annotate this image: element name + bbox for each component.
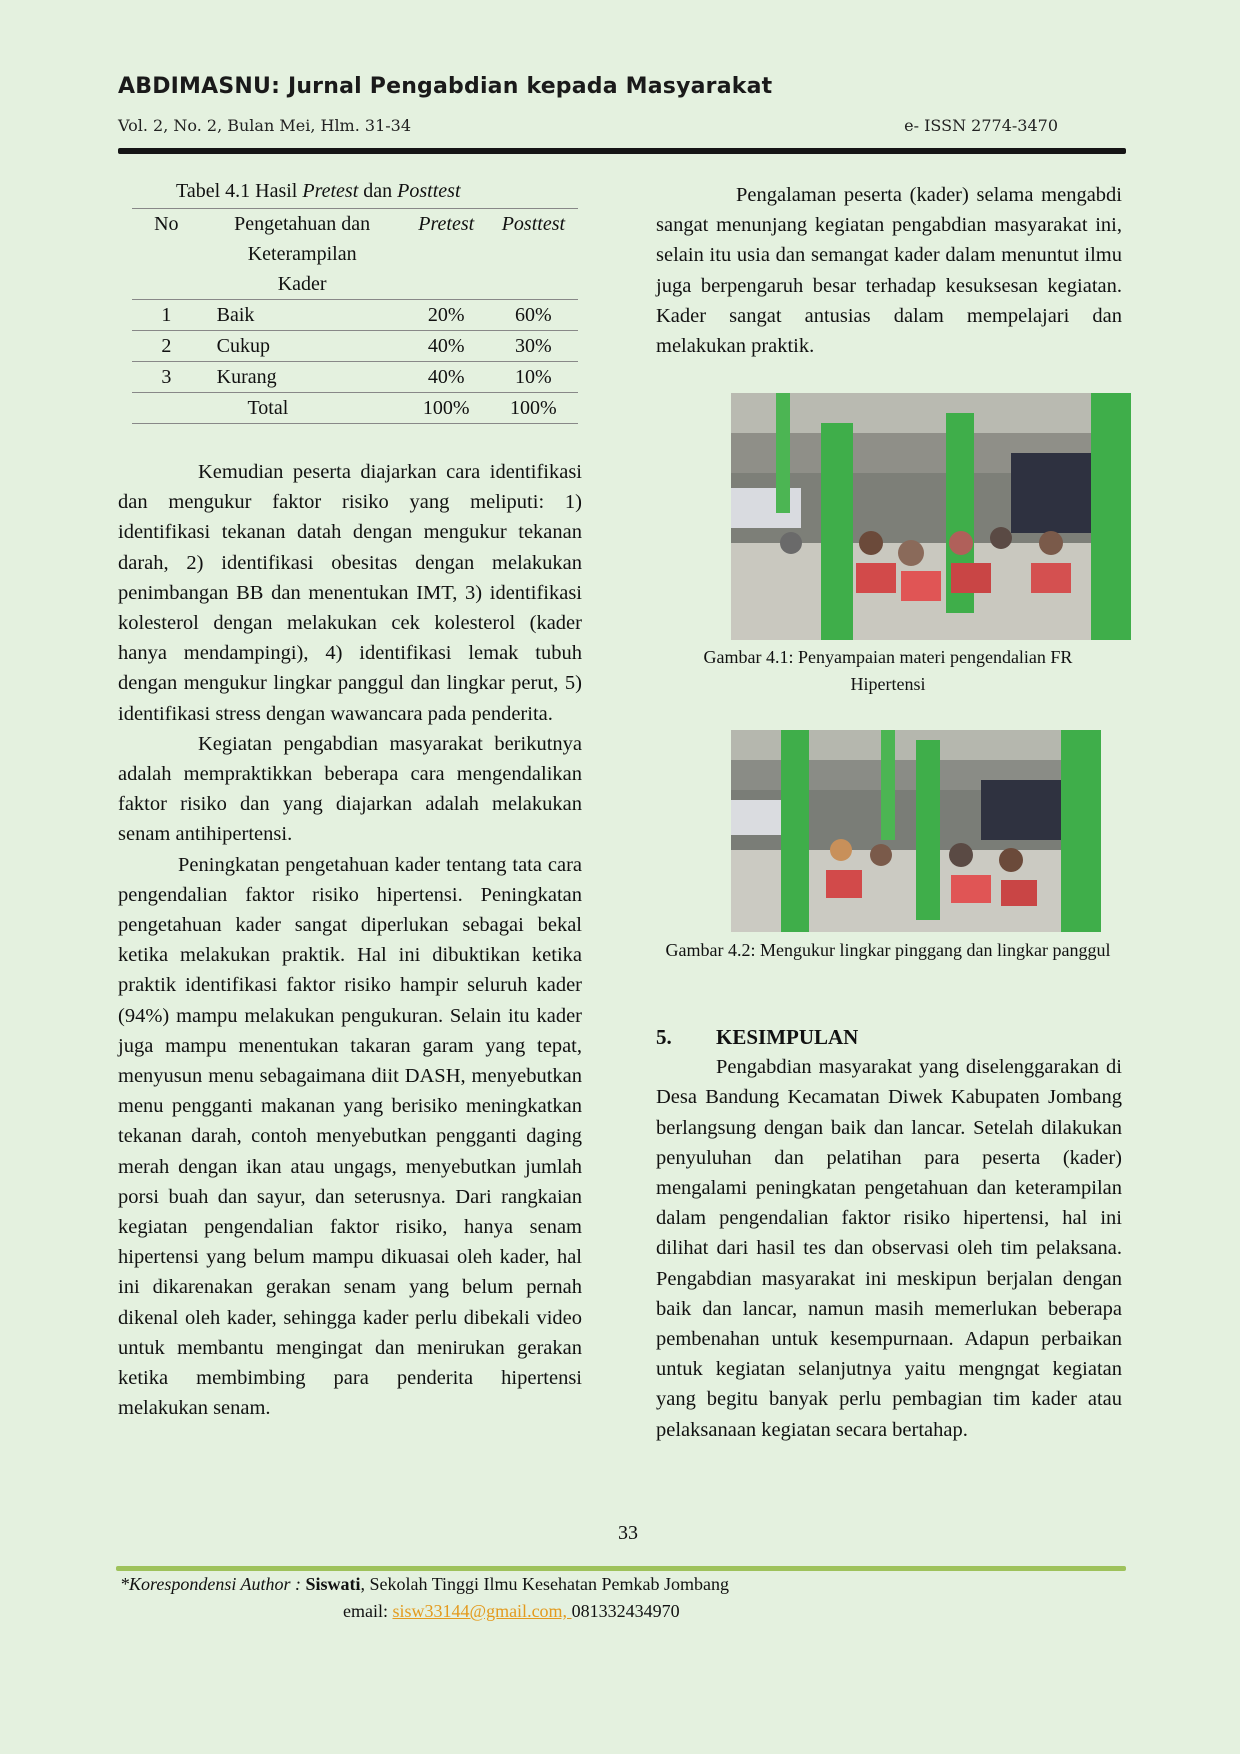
- figure-1-illustration: [731, 393, 1131, 640]
- cell-posttest: 30%: [515, 335, 552, 357]
- figure-2-caption: Gambar 4.2: Mengukur lingkar pinggang dan lingkar panggul: [665, 940, 1111, 960]
- cell-total-label: Total: [247, 397, 289, 419]
- conclusion-paragraph: Pengabdian masyarakat yang diselenggarakan di Desa Bandung Kecamatan Diwek Kabupaten Jombang berlangsung dengan baik dan lancar. Setelah dilakukan penyuluhan dan pelatihan para peserta (kader) mengalami peningkatan pengetahuan dan keterampilan dalam pengendalian faktor risiko hipertensi, hal ini dilihat dari hasil tes dan observasi oleh tim pelaksana. Pengabdian masyarakat ini meskipun berjalan dengan baik dan lancar, namun masih memerlukan beberapa pembenahan untuk kesempurnaan. Adapun perbaikan untuk kegiatan selanjutnya yaitu mengngat kegiatan yang begitu banyak perlu pembagian tim kader atau pelaksanaan kegiatan secara bertahap.: [656, 1056, 1122, 1441]
- issn: e- ISSN 2774-3470: [904, 116, 1058, 135]
- cell-posttest: 60%: [515, 304, 552, 326]
- volume-info: Vol. 2, No. 2, Bulan Mei, Hlm. 31-34: [118, 116, 412, 135]
- paragraph: Kegiatan pengabdian masyarakat berikutnya adalah mempraktikkan beberapa cara mengendalikan faktor risiko dan yang diajarkan adalah melakukan senam antihipertensi.: [118, 732, 582, 846]
- cell-pretest: 20%: [427, 304, 465, 326]
- section-title: KESIMPULAN: [716, 1025, 859, 1049]
- figure-2-illustration: [731, 730, 1101, 932]
- table-row: [132, 362, 578, 393]
- table-total-row: [132, 393, 578, 424]
- cell-posttest: 10%: [515, 366, 552, 388]
- journal-title: ABDIMASNU: Jurnal Pengabdian kepada Masyarakat: [118, 74, 773, 99]
- correspondence-institution: , Sekolah Tinggi Ilmu Kesehatan Pemkab Jombang: [360, 1574, 730, 1594]
- section-number: 5.: [656, 1025, 672, 1049]
- cell-pretest: 40%: [427, 335, 465, 357]
- cell-total-posttest: 100%: [510, 397, 557, 419]
- figure-2-photo: [731, 730, 1101, 932]
- caption-and: dan: [358, 180, 398, 202]
- correspondence-author: Siswati: [305, 1574, 361, 1594]
- header-item: [201, 209, 404, 300]
- header-rule: [118, 148, 1126, 154]
- email-link[interactable]: sisw33144@gmail.com,: [392, 1601, 572, 1621]
- paragraph: Kemudian peserta diajarkan cara identifikasi dan mengukur faktor risiko yang meliputi: 1) identifikasi tekanan datah dengan mengukur tekanan darah, 2) identifikasi obesitas dengan melakukan penimbangan BB dan menentukan IMT, 3) identifikasi kolesterol dengan melakukan cek kolesterol (kader hanya mendampingi), 4) identifikasi lemak tubuh dengan mengukur lingkar panggul dan lingkar perut, 5) identifikasi stress dengan wawancara pada penderita.: [118, 461, 582, 725]
- caption-pretest: Pretest: [302, 180, 359, 202]
- cell-pretest: 40%: [427, 366, 465, 388]
- paragraph: Pengalaman peserta (kader) selama mengabdi sangat menunjang kegiatan pengabdian masyarakat ini, selain itu usia dan semangat kader dalam menuntut ilmu juga berpengaruh besar terhadap kesuksesan kegiatan. Kader sangat antusias dalam mempelajari dan melakukan praktik.: [656, 184, 1122, 358]
- correspondence-role: *Korespondensi Author :: [120, 1574, 306, 1594]
- footer-rule: [116, 1566, 1126, 1571]
- table-row: [132, 300, 578, 331]
- table-header-row: [132, 209, 578, 300]
- email-label: email:: [343, 1601, 393, 1621]
- results-table: [132, 208, 578, 424]
- cell-no: 2: [161, 335, 172, 357]
- cell-item: Kurang: [216, 366, 277, 388]
- header-posttest: Posttest: [501, 213, 566, 235]
- figure-1-caption: Gambar 4.1: Penyampaian materi pengendalian FR Hipertensi: [703, 647, 1073, 694]
- section-heading: [656, 1022, 1122, 1052]
- cell-item: Baik: [216, 304, 255, 326]
- phone-number: 081332434970: [571, 1601, 680, 1621]
- table-row: [132, 331, 578, 362]
- caption-prefix: Tabel 4.1 Hasil: [176, 180, 303, 202]
- table-caption: [176, 180, 461, 203]
- header-item-line1: Pengetahuan dan: [234, 213, 371, 235]
- footer-contact: [343, 1601, 680, 1622]
- header-pretest: Pretest: [418, 213, 475, 235]
- page-number: 33: [618, 1522, 638, 1544]
- volume-line: [118, 116, 1058, 135]
- paragraph: Peningkatan pengetahuan kader tentang tata cara pengendalian faktor risiko hipertensi. Peningkatan pengetahuan kader sangat diperlukan sebagai bekal ketika melakukan praktik. Hal ini dibuktikan ketika praktik identifikasi faktor risiko hampir seluruh kader (94%) mampu melakukan pengukuran. Selain itu kader juga mampu menentukan takaran garam yang tepat, menyusun menu sebagaimana diit DASH, menyebutkan menu pengganti makanan yang berisiko meningkatkan tekanan darah, contoh menyebutkan pengganti daging merah dengan ikan atau ungags, menyebutkan jumlah porsi buah dan sayur, dan seterusnya. Dari rangkaian kegiatan pengendalian faktor risiko, hanya senam hipertensi yang belum mampu dikuasai oleh kader, hal ini dikarenakan gerakan senam yang belum pernah dikenal oleh kader, sehingga kader perlu dibekali video untuk membantu mengingat dan menirukan gerakan ketika membimbing para penderita hipertensi melakukan senam.: [118, 853, 582, 1420]
- right-column-top: [656, 180, 1122, 361]
- footer-correspondence: [120, 1574, 729, 1595]
- left-column: [118, 457, 582, 1424]
- cell-total-pretest: 100%: [422, 397, 470, 419]
- cell-item: Cukup: [216, 335, 270, 357]
- cell-no: 3: [161, 366, 172, 388]
- header-no: No: [154, 213, 179, 235]
- header-item-line3: Kader: [277, 273, 327, 295]
- header-item-line2: Keterampilan: [247, 243, 357, 265]
- conclusion-section: [656, 1022, 1122, 1445]
- caption-posttest: Posttest: [397, 180, 461, 202]
- figure-1-photo: [731, 393, 1131, 640]
- cell-no: 1: [161, 304, 172, 326]
